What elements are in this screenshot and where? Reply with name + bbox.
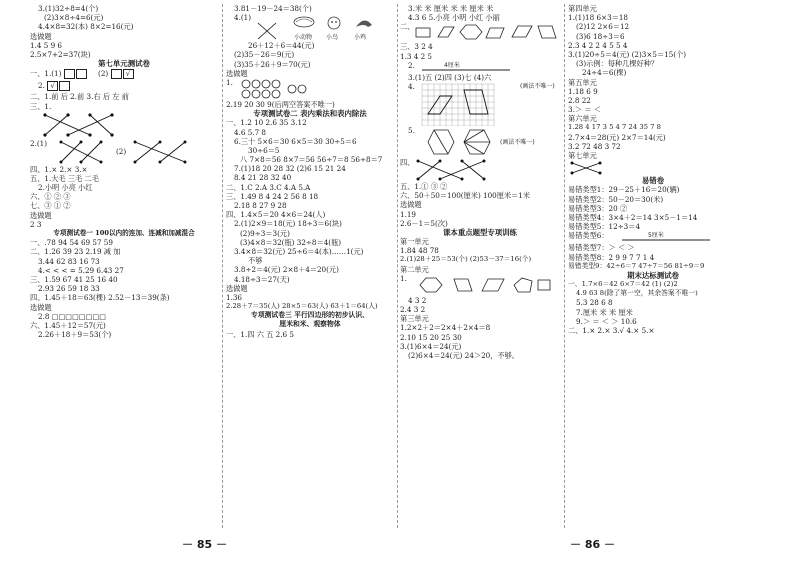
answer-line: (2)3×8÷4=6(元) — [44, 13, 104, 23]
answer-line: 5.3 28 6 8 — [576, 298, 613, 308]
answer-line: (2)35－26＝9(元) — [234, 50, 295, 60]
answer-box — [111, 69, 122, 79]
answer-box — [59, 81, 70, 91]
answer-line: 7.厘米 米 米 厘米 — [576, 307, 633, 317]
answer-prefix: (2) — [116, 146, 127, 156]
answer-line: 3.81－19－24＝38(个) — [234, 4, 312, 13]
answer-prefix: 二、 — [400, 22, 415, 32]
answer-line: 6.三十 5×6＝30 6×5＝30 30÷5＝6 — [234, 136, 357, 146]
matching-lines-figure — [130, 139, 190, 165]
answer-line: 三、1. — [30, 101, 52, 111]
answer-line: 三、1.59 67 41 25 16 40 — [30, 274, 118, 284]
answer-line: 七、③ ① ② — [30, 201, 71, 211]
answer-prefix: 易错类型6： — [568, 231, 609, 241]
shapes-figure — [414, 22, 560, 42]
answer-line: 3.(1)五 (2)四 (3)七 (4)六 — [408, 72, 492, 82]
answer-line: 不够 — [248, 256, 263, 266]
cross-lines-figure — [568, 161, 738, 175]
segment-figure — [622, 238, 712, 242]
answer-line: 易错类型9：42÷6＝7 47÷7＝56 81÷9＝9 — [568, 261, 705, 270]
answer-line: (3)4×8＝32(瓶) 32÷8＝4(瓶) — [240, 237, 342, 247]
answer-line: 一、1.2 10 2.6 35 3.12 — [226, 118, 307, 128]
answer-line: 1.2×2＋2＝2×4＋2×4＝8 — [400, 323, 491, 333]
shapes-figure — [414, 275, 554, 295]
answer-box — [76, 69, 87, 79]
answer-line: 3.＞ ＝ ＜ — [568, 105, 601, 115]
answer-prefix: 4.(1) — [234, 13, 252, 23]
column-3 — [400, 4, 560, 532]
answer-line: 1.(1)18 6×3＝18 — [568, 13, 628, 23]
unit-label: 第五单元 — [568, 77, 597, 87]
answer-line: 四、1.× 2.× 3.× — [30, 164, 88, 174]
answer-line: 一、1.四 六 五 2.6 5 — [226, 329, 294, 339]
unit-label: 第三单元 — [400, 314, 429, 324]
section-label: 选做题 — [30, 302, 52, 312]
answer-prefix: (2) — [98, 69, 109, 79]
hexagon-split-figure — [420, 127, 496, 157]
column-4 — [568, 4, 738, 532]
unit-label: 第四单元 — [568, 4, 597, 13]
answer-line: 三、1.49 8 4 24 2 56 8 18 — [226, 191, 319, 201]
answer-line: 一、1.7×6＝42 6×7＝42 (1) (2)2 — [568, 280, 678, 289]
answer-line: (2)12 2×6＝12 — [576, 22, 630, 32]
answer-line: 五、1.① ③ ② — [400, 181, 448, 191]
answer-line: 9.＞ ＝ ＜ ＞ 10.6 — [576, 316, 637, 326]
answer-line: 4.6 5.7 8 — [234, 127, 267, 137]
column-1 — [30, 4, 218, 532]
answer-line: 易错类型8：2 9 9 7 7 1 4 — [568, 252, 655, 262]
picture-caption: 小鸡 — [354, 34, 367, 42]
answer-line: 五、1.大毛 三毛 二毛 — [30, 173, 99, 183]
section-title: 专项测试卷二 表内乘法和表内除法 — [253, 109, 367, 119]
answer-line: 四、1.4×5＝20 4×6＝24(人) — [226, 210, 326, 220]
answer-line: 2.4 3 2 — [400, 305, 426, 314]
section-label: 选做题 — [226, 283, 248, 293]
bead-pattern-figure — [240, 78, 320, 100]
answer-line: 1.19 — [400, 209, 417, 219]
answer-prefix: 2.(1) — [30, 138, 48, 148]
answer-line: 易错类型7：＞ ＜ ＞ — [568, 243, 635, 253]
section-label: 选做题 — [226, 68, 248, 78]
grid-row — [400, 82, 560, 126]
answer-line: (3)示例：每种几棵好种？ — [576, 59, 659, 69]
answer-line: 易错类型5：12÷3＝4 — [568, 222, 641, 232]
answer-line: 1.28 4 17 3 5 4 7 24 35 7 8 — [568, 123, 661, 132]
answer-line: 易错类型3：20 ② — [568, 203, 628, 213]
answer-line: 4.< < < = 5.29 6.43 27 — [38, 265, 124, 275]
unit-label: 第二单元 — [400, 264, 429, 274]
measure-label: 4厘米 — [444, 61, 460, 69]
answer-prefix: 5. — [408, 125, 415, 135]
answer-line: 1.84 48 78 — [400, 246, 439, 256]
column-divider — [564, 4, 565, 528]
answer-line: 1.18 6 9 — [568, 86, 598, 96]
section-label: 选做题 — [30, 31, 52, 41]
matching-lines-figure — [414, 158, 494, 182]
answer-line: 3.(1)6×4＝24(元) — [400, 341, 462, 351]
answer-line: 六、① ② ③ — [30, 192, 71, 202]
answer-line: 1.4 5 9 6 — [30, 40, 63, 50]
ruler-row — [568, 231, 738, 243]
unit-label: 第六单元 — [568, 114, 597, 124]
hexagon-row — [400, 126, 560, 158]
answer-line: 2.(1)2×9＝18(元) 18÷3＝6(块) — [234, 219, 342, 229]
column-divider — [222, 4, 223, 528]
answer-line: 2.19 20 30 9(后两空答案不唯一) — [226, 99, 335, 109]
answer-line: 4.3 6 5.小亮 小明 小红 小丽 — [408, 13, 500, 23]
answer-line: 2.3 4 2 2 4 5 5 4 — [568, 40, 628, 50]
section-label: 选做题 — [30, 210, 52, 220]
answer-line: 3.4×8＝32(元) 25÷6＝4(本)……1(元) — [234, 246, 364, 256]
answer-line: 2.28＋7＝35(人) 28×5＝63(人) 63＋1＝64(人) — [226, 302, 378, 311]
answer-line: 八 7×8＝56 8×7＝56 56÷7＝8 56÷8＝7 — [240, 155, 383, 165]
answer-line: 3.44 62 83 16 73 — [38, 256, 100, 266]
answer-line: 四、1.45＋18＝63(棵) 2.52－13＝39(条) — [30, 293, 170, 303]
picture-answer-row — [226, 13, 394, 41]
answer-line: 3.米 米 厘米 米 米 厘米 米 — [408, 4, 494, 13]
answer-line: 2 3 — [30, 219, 42, 229]
column-divider — [397, 4, 398, 528]
shapes-row — [400, 22, 560, 42]
answer-line: 易错类型2：50－20＝30(米) — [568, 194, 664, 204]
answer-note: (画法不唯一) — [500, 138, 535, 146]
answer-line: 2.5×7+2=37(块) — [30, 49, 91, 59]
checkbox-answer-row — [30, 80, 218, 92]
dot-grid-figure — [420, 82, 524, 126]
answer-line: 2.10 15 20 25 30 — [400, 332, 462, 342]
answer-box-checked: √ — [123, 69, 134, 79]
answer-prefix: 4. — [408, 81, 415, 91]
answer-line: 2.18 8 27 9 28 — [234, 201, 287, 210]
shapes-row — [400, 274, 560, 296]
picture-caption: 小鸟 — [326, 34, 339, 42]
section-title: 课本重点题型专项训练 — [443, 227, 517, 237]
answer-prefix: 2. — [408, 60, 415, 70]
answer-line: 2.8 22 — [568, 95, 591, 105]
answer-line: 易错类型1：29－25＋16＝20(辆) — [568, 185, 680, 195]
answer-line: 3.(1)20÷5＝4(元) (2)3×5＝15(个) — [568, 49, 687, 59]
column-2 — [226, 4, 394, 532]
section-title: 易错卷 — [641, 176, 665, 186]
answer-line: 2.小明 小亮 小红 — [38, 183, 93, 193]
answer-line: 24÷4＝6(棵) — [582, 68, 627, 78]
answer-line: 4.18÷3＝27(天) — [234, 274, 290, 284]
answer-line: 2.(1)28＋25＝53(个) (2)53－37＝16(个) — [400, 255, 532, 264]
answer-line: 二、1.× 2.× 3.√ 4.× 5.× — [568, 326, 655, 335]
answer-line: 2.93 26 59 18 33 — [38, 284, 100, 294]
answer-line: 二、1.C 2.A 3.C 4.A 5.A — [226, 182, 311, 192]
answer-line: (3)6 18÷3＝6 — [576, 31, 625, 41]
answer-box — [64, 69, 75, 79]
measure-label: 5厘米 — [648, 232, 664, 240]
answer-line: 4.4×8=32(本) 8×2=16(元) — [38, 22, 134, 32]
section-title: 专项测试卷一 100以内的连加、连减和加减混合 — [53, 229, 195, 237]
answer-line: 2.6－1＝5(次) — [400, 218, 448, 228]
answer-line: 30÷6＝5 — [248, 145, 280, 155]
answer-line: 4 3 2 — [408, 295, 427, 305]
answer-line: 3.(1)32÷8=4(个) — [38, 4, 99, 13]
picture-caption: 小动物 — [294, 34, 313, 42]
unit-label: 第七单元 — [568, 151, 597, 160]
answer-line: 26＋12＋6＝44(元) — [248, 41, 315, 51]
answer-prefix: 1. — [400, 273, 407, 283]
answer-line: (2)6×4＝24(元) 24＞20，不够。 — [408, 350, 519, 360]
section-label: 选做题 — [400, 200, 422, 210]
matching-row — [30, 139, 218, 165]
answer-line: 1.3 4 2 5 — [400, 51, 433, 61]
answer-line: 7.(1)18 20 28 32 (2)6 15 21 24 — [234, 164, 346, 174]
answer-line: (3)35＋26＋9＝70(元) — [234, 59, 311, 69]
answer-line: 2.8 □□□□□□□□ — [38, 311, 107, 321]
section-subtitle: 厘米和米、观察物体 — [279, 320, 341, 329]
answer-line: 三、3 2 4 — [400, 42, 433, 52]
answer-line: 2.7×4＝28(元) 2×7＝14(元) — [568, 132, 666, 142]
answer-line: 3.2 72 48 3 72 — [568, 141, 621, 151]
section-title: 专项测试卷三 平行四边形的初步认识、 — [251, 311, 369, 320]
answer-line: 六、1.45＋12＝57(元) — [30, 320, 106, 330]
answer-line: 8.4 21 28 32 40 — [234, 173, 292, 183]
matching-lines-figure — [30, 112, 218, 138]
answer-line: (2)9÷3＝3(元) — [240, 228, 290, 238]
answer-line: 2.26＋18＋9＝53(个) — [38, 330, 112, 340]
answer-line: 一、.78 94 54 69 57 59 — [30, 238, 113, 248]
matching-row — [400, 158, 560, 182]
ruler-row — [400, 61, 560, 73]
section-title: 期末达标测试卷 — [627, 270, 679, 280]
page-number-right: － 86 － — [570, 538, 615, 551]
matching-lines-figure — [56, 139, 106, 165]
picture-answer-row — [226, 78, 394, 100]
answer-box-checked: √ — [47, 81, 58, 91]
answer-prefix: 一、1.(1) — [30, 69, 62, 79]
segment-figure — [422, 68, 512, 72]
answer-note: (画法不唯一) — [520, 82, 555, 90]
answer-line: 4.9 63 8(除了第一空，其余答案不唯一) — [576, 289, 698, 298]
answer-line: 二、1.26 39 23 2.19 减 加 — [30, 247, 121, 257]
answer-line: 3.8÷2＝4(元) 2×8＋4＝20(元) — [234, 265, 339, 275]
answer-prefix: 1. — [226, 77, 233, 87]
page-number-left: － 85 － — [182, 538, 227, 551]
answer-prefix: 2. — [38, 81, 45, 91]
checkbox-answer-row — [30, 68, 218, 80]
section-title: 第七单元测试卷 — [98, 59, 150, 69]
unit-label: 第一单元 — [400, 237, 429, 247]
answer-line: 易错类型4：3×4＋2＝14 3×5－1＝14 — [568, 212, 698, 222]
answer-prefix: 四、 — [400, 157, 415, 167]
answer-line: 1.36 — [226, 292, 243, 302]
answer-line: 六、50＋50＝100(厘米) 100厘米＝1米 — [400, 191, 531, 201]
answer-line: 二、1.前 后 2.前 3.右 后 左 前 — [30, 92, 129, 102]
